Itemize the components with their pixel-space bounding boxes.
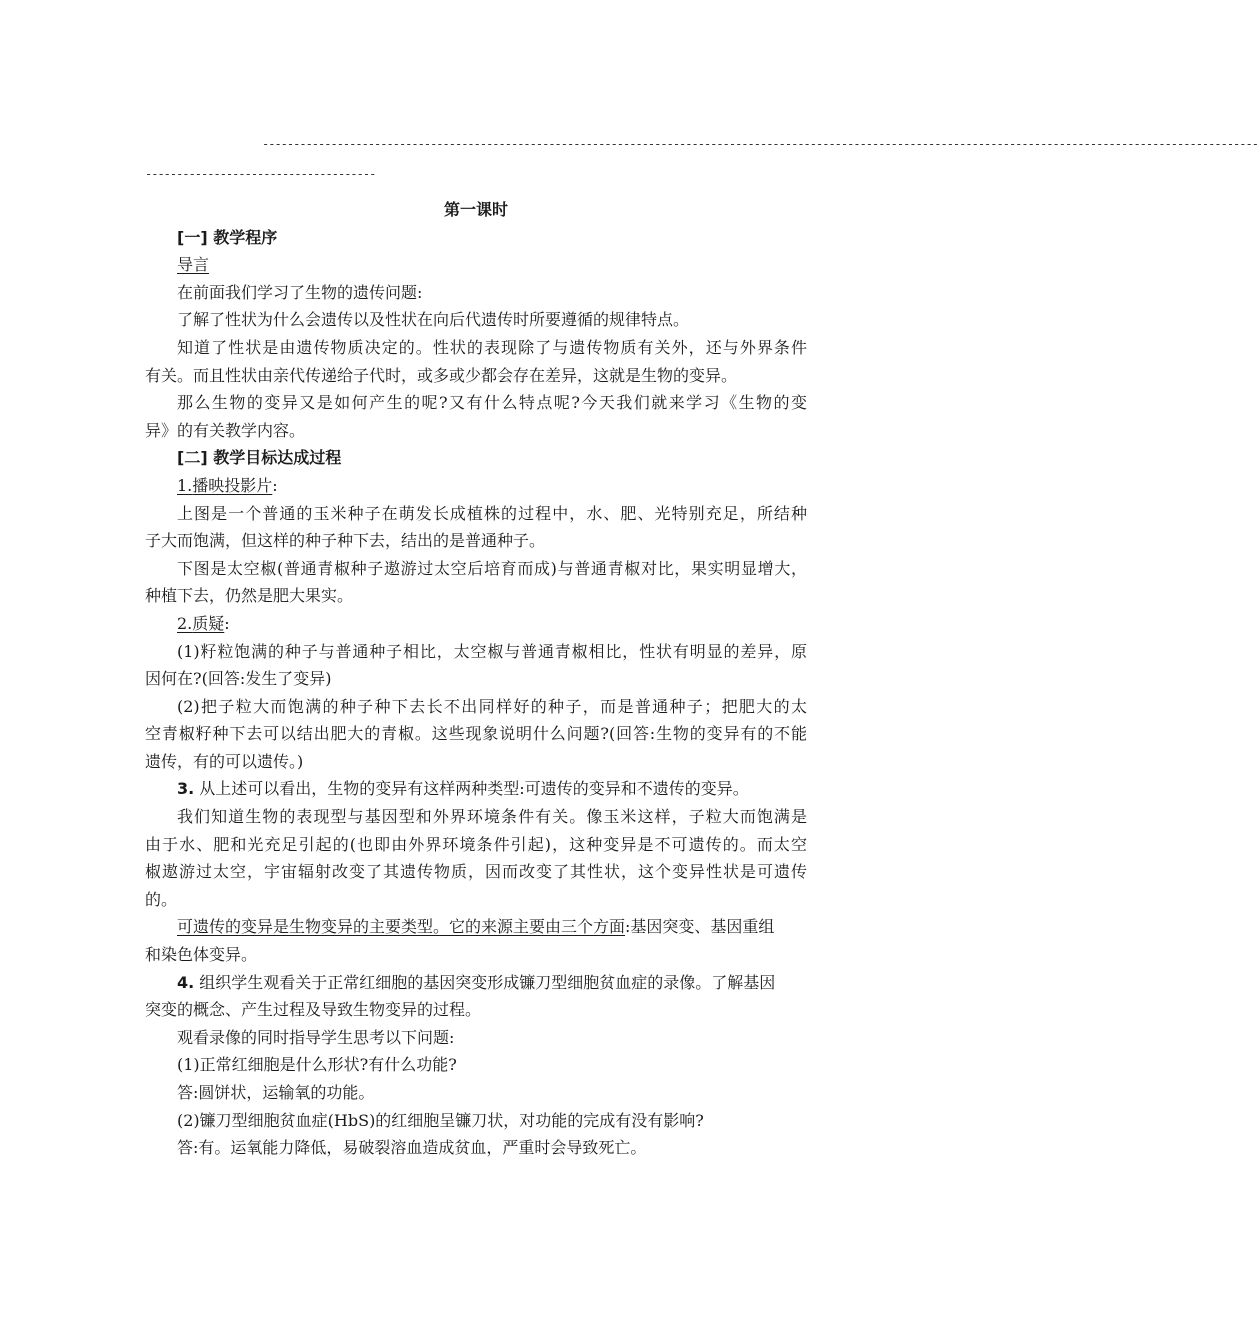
dashed-rule: ---------------------------------------------------------------------------------------------------------------------------------------------------------------- — [262, 137, 1258, 151]
section-heading-goals: [二] 教学目标达成过程 — [177, 448, 342, 468]
document-body — [145, 196, 807, 1162]
paragraph: 知道了性状是由遗传物质决定的。性状的表现除了与遗传物质有关外，还与外界条件 — [177, 337, 807, 357]
paragraph: 上图是一个普通的玉米种子在萌发长成植株的过程中，水、肥、光特别充足，所结种 — [177, 503, 807, 523]
paragraph-continued: 种植下去，仍然是肥大果实。 — [145, 586, 354, 606]
paragraph: 了解了性状为什么会遗传以及性状在向后代遗传时所要遵循的规律特点。 — [177, 310, 690, 330]
answer: 答:圆饼状，运输氧的功能。 — [177, 1083, 375, 1102]
question-continued: 空青椒籽种下去可以结出肥大的青椒。这些现象说明什么问题?(回答:生物的变异有的不能 — [145, 724, 807, 744]
step-heading-2 — [145, 610, 807, 638]
paragraph: 在前面我们学习了生物的遗传问题: — [177, 282, 423, 302]
step-colon: : — [224, 613, 230, 633]
question: (1)正常红细胞是什么形状?有什么功能? — [177, 1055, 457, 1075]
lesson-title: 第一课时 — [443, 200, 508, 219]
step-text: 组织学生观看关于正常红细胞的基因突变形成镰刀型细胞贫血症的录像。了解基因 — [194, 972, 776, 992]
section-heading-procedure: [一] 教学程序 — [177, 227, 278, 247]
step-label: 播映投影片 — [192, 475, 273, 495]
step-heading-1 — [145, 472, 807, 500]
step-number: 1. — [177, 475, 193, 495]
paragraph-continued: 椒遨游过太空，宇宙辐射改变了其遗传物质，因而改变了其性状，这个变异性状是可遗传 — [145, 862, 807, 882]
paragraph-continued: 异》的有关教学内容。 — [145, 420, 306, 440]
paragraph-continued: 的。 — [145, 889, 178, 909]
step-colon: : — [272, 475, 278, 495]
step-4 — [145, 969, 807, 997]
question: (2)镰刀型细胞贫血症(HbS)的红细胞呈镰刀状，对功能的完成有没有影响? — [177, 1110, 704, 1130]
question-continued: 因何在?(回答:发生了变异) — [145, 669, 332, 689]
step-number: 3. — [177, 779, 195, 799]
question: (2)把子粒大而饱满的种子种下去长不出同样好的种子，而是普通种子；把肥大的太 — [177, 696, 807, 716]
step-label: 质疑 — [192, 613, 225, 633]
paragraph — [145, 913, 807, 941]
step-number: 2. — [177, 613, 193, 633]
intro-heading: 导言 — [177, 255, 210, 275]
paragraph-continued: 和染色体变异。 — [145, 945, 258, 965]
underlined-text: 可遗传的变异是生物变异的主要类型。它的来源主要由三个方面 — [177, 917, 626, 937]
paragraph: 下图是太空椒(普通青椒种子遨游过太空后培育而成)与普通青椒对比，果实明显增大， — [177, 558, 807, 578]
answer: 答:有。运氧能力降低，易破裂溶血造成贫血，严重时会导致死亡。 — [177, 1138, 647, 1158]
dashed-rule-continued: ------------------------------------- — [145, 167, 376, 181]
paragraph-continued: 由于水、肥和光充足引起的(也即由外界环境条件引起)，这种变异是不可遗传的。而太空 — [145, 834, 807, 854]
step-3 — [145, 775, 807, 803]
paragraph-continued: 突变的概念、产生过程及导致生物变异的过程。 — [145, 1000, 482, 1020]
step-text: 从上述可以看出，生物的变异有这样两种类型:可遗传的变异和不遗传的变异。 — [194, 779, 749, 799]
step-number: 4. — [177, 972, 195, 992]
paragraph: 观看录像的同时指导学生思考以下问题: — [177, 1027, 455, 1047]
paragraph: 我们知道生物的表现型与基因型和外界环境条件有关。像玉米这样，子粒大而饱满是 — [177, 807, 807, 827]
text: :基因突变、基因重组 — [625, 917, 775, 937]
question: (1)籽粒饱满的种子与普通种子相比，太空椒与普通青椒相比，性状有明显的差异，原 — [177, 641, 807, 661]
paragraph-continued: 有关。而且性状由亲代传递给子代时，或多或少都会存在差异，这就是生物的变异。 — [145, 365, 738, 385]
paragraph-continued: 子大而饱满，但这样的种子种下去，结出的是普通种子。 — [145, 531, 546, 551]
paragraph: 那么生物的变异又是如何产生的呢?又有什么特点呢?今天我们就来学习《生物的变 — [177, 393, 807, 413]
question-continued: 遗传，有的可以遗传。) — [145, 751, 304, 771]
